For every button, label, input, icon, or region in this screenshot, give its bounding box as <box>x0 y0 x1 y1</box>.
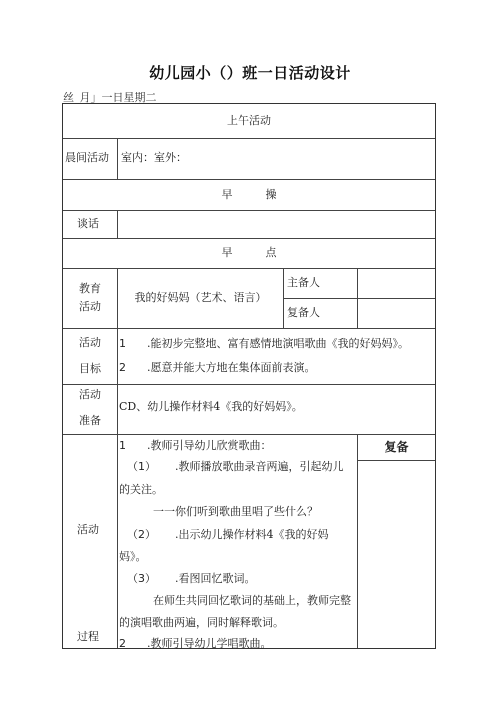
talk-label: 谈话 <box>77 217 99 230</box>
date-line: 丝_月」一日星期二 <box>63 91 157 104</box>
process-line-text: .教师引导幼儿学唱歌曲。 <box>147 637 272 650</box>
process-line-number: 2 <box>119 637 126 650</box>
row-divider <box>63 138 435 139</box>
goal-item-text: .能初步完整地、富有感情地演唱歌曲《我的好妈妈》。 <box>147 337 409 350</box>
prep-label: 活动 <box>79 388 101 401</box>
goal-item-number: 1 <box>119 337 126 350</box>
process-line-text: .出示幼儿操作材料4《我的好妈 <box>175 528 329 541</box>
goal-item-text: .愿意并能大方地在集体面前表演。 <box>147 361 316 374</box>
process-line-number: （2） <box>127 528 156 541</box>
goal-item-number: 2 <box>119 361 126 374</box>
row-divider <box>63 434 435 435</box>
activity-table <box>62 103 436 649</box>
morning-play-value: 室内：室外： <box>121 151 187 164</box>
prep-label: 准备 <box>79 414 101 427</box>
goal-label: 活动 <box>79 336 101 349</box>
col-divider <box>357 268 358 328</box>
row-divider <box>63 210 435 211</box>
education-label: 教育 <box>79 282 101 295</box>
education-label: 活动 <box>79 300 101 313</box>
row-divider <box>63 268 435 269</box>
process-line-text: .看图回忆歌词。 <box>175 572 256 585</box>
process-line-text: 在师生共同回忆歌词的基础上，教师完整 <box>153 594 351 607</box>
review-header: 复备 <box>384 440 409 454</box>
morning-play-label: 晨间活动 <box>65 151 109 164</box>
prep-value: CD、幼儿操作材料4《我的好妈妈》。 <box>119 400 303 413</box>
process-line-text: 的演唱歌曲两遍，同时解释歌词。 <box>119 616 284 629</box>
row-divider <box>63 238 435 239</box>
section-snack: 早 点 <box>221 246 277 259</box>
section-morning-activity: 上午活动 <box>227 114 271 127</box>
row-divider <box>357 460 435 461</box>
education-value: 我的好妈妈（艺术、语言） <box>134 291 267 304</box>
co-label: 复备人 <box>287 306 320 319</box>
col-divider <box>117 138 118 179</box>
process-line-text: 妈》。 <box>119 550 147 563</box>
row-divider <box>63 179 435 180</box>
goal-label: 目标 <box>79 362 101 375</box>
col-divider <box>117 268 118 648</box>
page-title: 幼儿园小（）班一日活动设计 <box>149 64 351 82</box>
host-label: 主备人 <box>287 276 320 289</box>
process-line-number: （3） <box>127 572 156 585</box>
process-line-text: 一一你们听到歌曲里唱了些什么？ <box>153 505 318 518</box>
col-divider <box>357 434 358 648</box>
process-label: 活动 <box>77 523 99 536</box>
process-line-text: 的关注。 <box>119 483 163 496</box>
process-line-number: （1） <box>127 460 156 473</box>
process-line-text: .教师引导幼儿欣赏歌曲： <box>147 439 272 452</box>
col-divider <box>117 210 118 238</box>
col-divider <box>283 268 284 328</box>
row-divider <box>283 298 435 299</box>
row-divider <box>63 384 435 385</box>
process-line-text: .教师播放歌曲录音两遍，引起幼儿 <box>175 460 344 473</box>
process-label: 过程 <box>77 630 99 643</box>
row-divider <box>63 328 435 329</box>
process-line-number: 1 <box>119 439 126 452</box>
section-morning-exercise: 早 操 <box>221 188 277 201</box>
